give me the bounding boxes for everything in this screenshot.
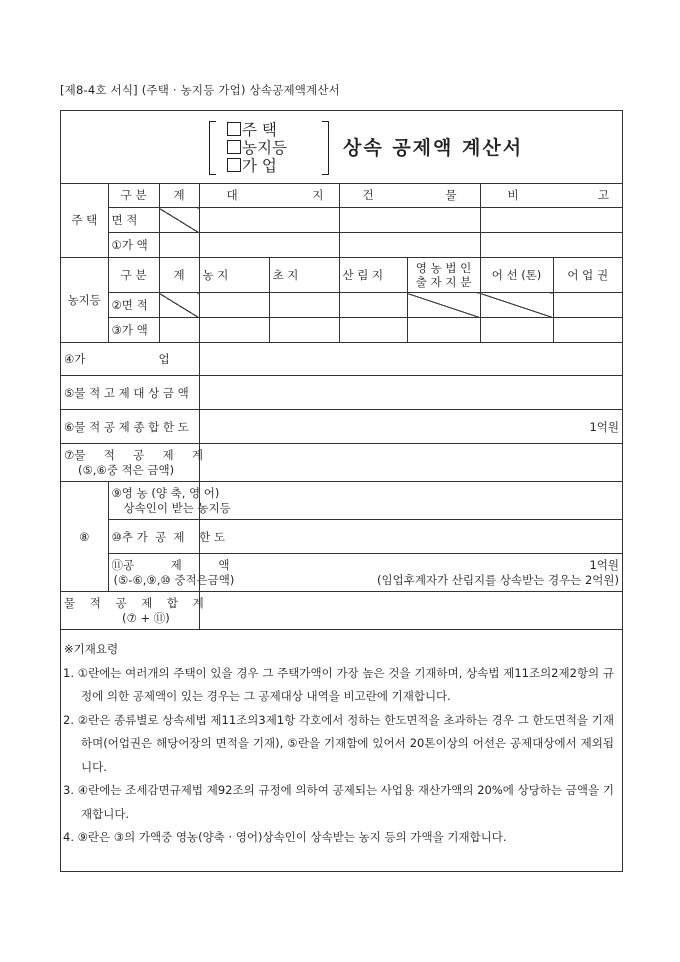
farm-col-grassland: 초 지 bbox=[269, 258, 339, 293]
farm-area-forest-input[interactable] bbox=[339, 293, 407, 318]
farm-value-vessel-input[interactable] bbox=[480, 318, 553, 343]
deduction-amount-row bbox=[61, 554, 622, 592]
house-header-row bbox=[61, 183, 622, 208]
deduction-amount-label-line2: (⑤-⑥,⑨,⑩ 중적은금액) bbox=[113, 572, 235, 587]
instructions bbox=[61, 638, 618, 850]
grand-total-label bbox=[61, 592, 204, 630]
deduction-total-label-line1: ⑦물 적 공 제 계 bbox=[64, 447, 203, 462]
farm-col-category: 구 분 bbox=[108, 258, 159, 293]
farm-area-label: ②면 적 bbox=[108, 293, 159, 318]
instructions-heading: ※기재요령 bbox=[64, 642, 119, 656]
house-area-label: 면 적 bbox=[108, 208, 159, 233]
farm-area-corporate-cell bbox=[407, 293, 480, 318]
farming-heir-label-line2: 상속인이 받는 농지등 bbox=[123, 500, 231, 515]
deduction-target-input[interactable] bbox=[199, 376, 622, 410]
farm-col-total: 계 bbox=[159, 258, 199, 293]
checkbox-house[interactable] bbox=[227, 122, 241, 136]
house-area-remarks-input[interactable] bbox=[480, 208, 622, 233]
farming-heir-label bbox=[108, 482, 231, 520]
house-value-row bbox=[61, 233, 622, 258]
house-col-category: 구 분 bbox=[108, 183, 159, 208]
farm-col-fishing-vessel: 어 선 (톤) bbox=[480, 258, 553, 293]
checkbox-business[interactable] bbox=[227, 158, 241, 172]
forestry-successor-note: (임업후계자가 산림지를 상속받는 경우는 2억원) bbox=[377, 572, 619, 587]
item8-label: ⑧ bbox=[61, 482, 108, 592]
farming-heir-input[interactable] bbox=[199, 482, 622, 520]
farming-heir-row bbox=[61, 482, 622, 520]
form-number-header: [제8-4호 서식] (주택 · 농지등 가업) 상속공제액계산서 bbox=[60, 83, 340, 97]
house-col-land: 대 지 bbox=[199, 183, 339, 208]
instruction-item-4: 4. ⑨란은 ③의 가액중 영농(양축 · 영어)상속인이 상속받는 농지 등의 가액을 기재합니다. bbox=[63, 830, 507, 844]
house-value-remarks-input[interactable] bbox=[480, 233, 622, 258]
farm-section-label: 농지등 bbox=[61, 258, 108, 343]
checkbox-farm[interactable] bbox=[227, 140, 241, 154]
house-col-building: 건 물 bbox=[339, 183, 480, 208]
deduction-total-row bbox=[61, 444, 622, 482]
deduction-total-input[interactable] bbox=[199, 444, 622, 482]
business-row bbox=[61, 343, 622, 376]
farm-value-forest-input[interactable] bbox=[339, 318, 407, 343]
farm-value-farmland-input[interactable] bbox=[199, 318, 269, 343]
deduction-limit-label: ⑥물 적 공 제 종 합 한 도 bbox=[61, 410, 199, 444]
farm-value-total-input[interactable] bbox=[159, 318, 199, 343]
form-title: 상속 공제액 계산서 bbox=[343, 137, 524, 159]
farm-col-farmland: 농 지 bbox=[199, 258, 269, 293]
house-value-total-input[interactable] bbox=[159, 233, 199, 258]
grand-total-label-line2: (⑦ + ⑪) bbox=[122, 610, 170, 625]
deduction-table bbox=[61, 183, 622, 630]
house-value-building-input[interactable] bbox=[339, 233, 480, 258]
deduction-target-label: ⑤물 적 고 제 대 상 금 액 bbox=[61, 376, 199, 410]
grand-total-row bbox=[61, 592, 622, 630]
farm-value-corporate-input[interactable] bbox=[407, 318, 480, 343]
house-area-total-cell bbox=[159, 208, 199, 233]
farm-area-fishing-right-input[interactable] bbox=[553, 293, 622, 318]
house-value-label: ①가 액 bbox=[108, 233, 159, 258]
farm-area-row bbox=[61, 293, 622, 318]
house-area-building-input[interactable] bbox=[339, 208, 480, 233]
deduction-amount-cell bbox=[199, 554, 622, 592]
grand-total-label-line1: 물 적 공 제 합 계 bbox=[64, 595, 204, 610]
farm-value-fishing-right-input[interactable] bbox=[553, 318, 622, 343]
deduction-amount-label bbox=[108, 554, 235, 592]
farm-header-row bbox=[61, 258, 622, 293]
option-business[interactable]: 가 업 bbox=[227, 157, 277, 175]
business-value-input[interactable] bbox=[199, 343, 622, 376]
house-col-remarks: 비 고 bbox=[480, 183, 622, 208]
instruction-item-1: 1. ①란에는 여러개의 주택이 있을 경우 그 주택가액이 가장 높은 것을 기재하며, 상속법 제11조의2제2항의 규정에 의한 공제액이 있는 경우는 그 공제대상 내역을 비고란에 기재합니다. bbox=[63, 665, 614, 703]
deduction-amount-label-line1: ⑪공 제 액 bbox=[111, 557, 230, 572]
farm-col-fishing-right: 어 업 권 bbox=[553, 258, 622, 293]
left-bracket bbox=[209, 121, 216, 175]
farm-area-total-cell bbox=[159, 293, 199, 318]
additional-limit-label: ⑩추 가 공 제 한 도 bbox=[108, 520, 199, 554]
house-section-label: 주 택 bbox=[61, 183, 108, 258]
farm-area-grassland-input[interactable] bbox=[269, 293, 339, 318]
house-value-land-input[interactable] bbox=[199, 233, 339, 258]
house-area-land-input[interactable] bbox=[199, 208, 339, 233]
additional-limit-row bbox=[61, 520, 622, 554]
form-frame bbox=[60, 110, 623, 872]
deduction-total-label-line2: (⑤,⑥중 적은 금액) bbox=[78, 462, 175, 477]
farm-value-label: ③가 액 bbox=[108, 318, 159, 343]
farm-area-farmland-input[interactable] bbox=[199, 293, 269, 318]
additional-limit-input[interactable] bbox=[199, 520, 622, 554]
title-area bbox=[61, 111, 622, 184]
grand-total-input[interactable] bbox=[199, 592, 622, 630]
option-farm[interactable]: 농지등 bbox=[227, 139, 287, 157]
deduction-amount-value: 1억원 bbox=[589, 557, 619, 572]
option-house[interactable]: 주 택 bbox=[227, 121, 277, 139]
deduction-limit-value: 1억원 bbox=[199, 410, 622, 444]
business-label: ④가 업 bbox=[61, 343, 199, 376]
farm-value-grassland-input[interactable] bbox=[269, 318, 339, 343]
instruction-item-2: 2. ②란은 종류별로 상속세법 제11조의3제1항 각호에서 정하는 한도면적을 초과하는 경우 그 한도면적을 기재하며(어업권은 해당어장의 면적을 기재), ⑤란을 기재함에 있어서 20톤이상의 어선은 공제대상에서 제외됩니다. bbox=[63, 712, 614, 774]
category-checkbox-group bbox=[209, 117, 329, 177]
deduction-target-row bbox=[61, 376, 622, 410]
deduction-total-label bbox=[61, 444, 203, 482]
farm-col-forest: 산 림 지 bbox=[339, 258, 407, 293]
house-col-total: 계 bbox=[159, 183, 199, 208]
farming-heir-label-line1: ⑨영 농 (양 축, 영 어) bbox=[111, 485, 220, 500]
farm-value-row bbox=[61, 318, 622, 343]
farm-col-corporate-share: 영 농 법 인 출 자 지 분 bbox=[407, 258, 480, 293]
instruction-item-3: 3. ④란에는 조세감면규제법 제92조의 규정에 의하여 공제되는 사업용 재산가액의 20%에 상당하는 금액을 기재합니다. bbox=[63, 783, 614, 821]
deduction-limit-row bbox=[61, 410, 622, 444]
right-bracket bbox=[322, 121, 329, 175]
farm-area-vessel-cell bbox=[480, 293, 553, 318]
house-area-row bbox=[61, 208, 622, 233]
